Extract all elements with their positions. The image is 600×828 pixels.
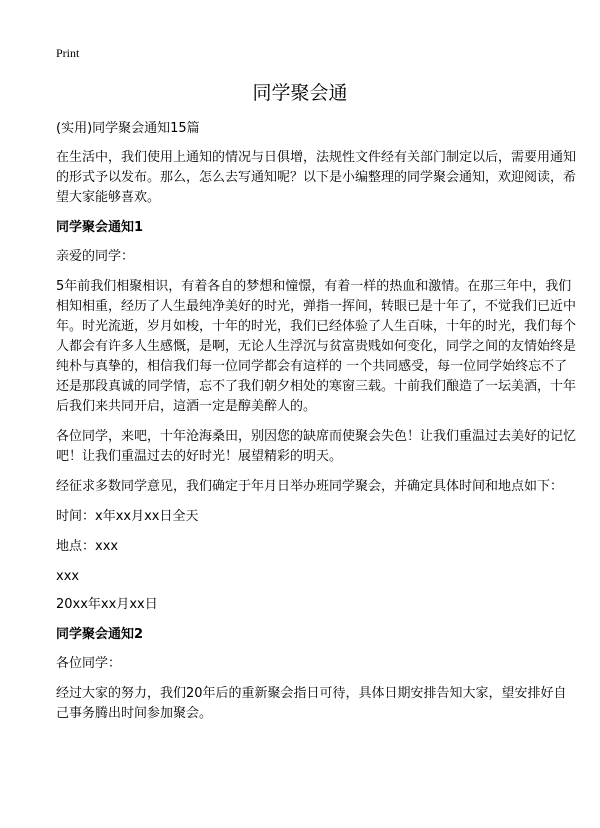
document-body bbox=[56, 119, 576, 734]
notice1-paragraph-1: 5年前我们相聚相识，有着各自的梦想和憧憬，有着一样的热血和激情。在那三年中，我们相知相重，经历了人生最纯净美好的时光，弹指一挥间，转眼已是十年了，不觉我们已近中年。时光流逝，岁月如梭，十年的时光，我们已经体验了人生百味，十年的时光，我们每个人都会有许多人生感慨，是啊，无论人生浮沉与贫富贵贱如何变化，同学之间的友情始终是纯朴与真挚的，相信我们每一位同学都会有這样的 一个共同感受，每一位同学始终忘不了还是那段真诚的同学情，忘不了我们朝夕相处的寒窗三载。十前我们酿造了一坛美酒，十年后我们来共同开启，這酒一定是醇美醉人的。 bbox=[56, 279, 577, 414]
notice1-greeting: 亲爱的同学： bbox=[56, 249, 135, 264]
document-subtitle: (实用)同学聚会通知15篇 bbox=[56, 121, 200, 136]
notice1-heading: 同学聚会通知1 bbox=[56, 220, 144, 235]
notice2-heading: 同学聚会通知2 bbox=[56, 627, 144, 642]
intro-paragraph: 在生活中，我们使用上通知的情况与日俱增，法规性文件经有关部门制定以后，需要用通知的形式予以发布。那么，怎么去写通知呢？以下是小编整理的同学聚会通知，欢迎阅读，希望大家能够喜欢。 bbox=[56, 150, 577, 205]
print-link[interactable]: Print bbox=[56, 46, 80, 60]
page-title: 同学聚会通 bbox=[252, 82, 348, 104]
notice1-signature: xxx bbox=[56, 569, 80, 584]
notice1-paragraph-3: 经征求多数同学意见，我们确定于年月日举办班同学聚会，并确定具体时间和地点如下： bbox=[56, 479, 564, 494]
notice2-greeting: 各位同学： bbox=[56, 656, 122, 671]
notice1-time: 时间：x年xx月xx日全天 bbox=[56, 509, 199, 524]
notice1-place: 地点：xxx bbox=[56, 539, 119, 554]
notice1-date: 20xx年xx月xx日 bbox=[56, 597, 158, 612]
notice2-paragraph-1: 经过大家的努力，我们20年后的重新聚会指日可待，具体日期安排告知大家，望安排好自己事务腾出时间参加聚会。 bbox=[56, 686, 567, 721]
notice1-paragraph-2: 各位同学，来吧，十年沧海桑田，别因您的缺席而使聚会失色！让我们重温过去美好的记忆吧！让我们重温过去的好时光！展望精彩的明天。 bbox=[56, 429, 577, 464]
